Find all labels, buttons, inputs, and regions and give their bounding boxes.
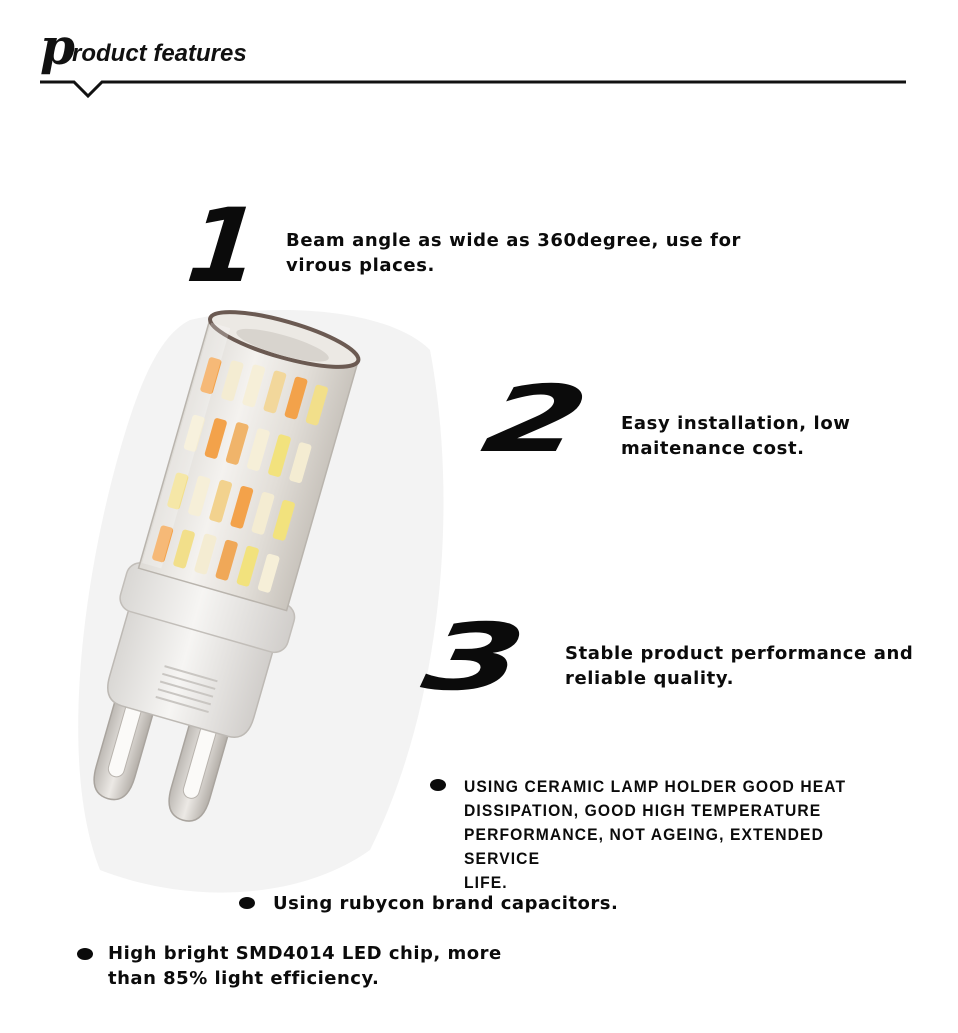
feature-text-2 (621, 411, 921, 461)
feature-text-3-line-2: reliable quality. (565, 668, 735, 689)
header-divider (0, 66, 958, 106)
feature-number-1: 1 (181, 187, 266, 306)
feature-text-1 (286, 228, 756, 278)
feature-text-2-line-2: maitenance cost. (621, 438, 805, 459)
bullet-line: DISSIPATION, GOOD HIGH TEMPERATURE (464, 801, 822, 820)
feature-text-3-line-1: Stable product performance and (565, 643, 914, 664)
feature-number-2: 2 (474, 366, 597, 473)
feature-text-1-line-1: Beam angle as wide as 360degree, use for (286, 230, 742, 251)
feature-text-1-line-2: virous places. (286, 255, 435, 276)
bullet-led-chip (108, 941, 548, 991)
feature-text-3 (565, 641, 945, 691)
bullet-line: than 85% light efficiency. (108, 968, 380, 989)
bullet-line: LIFE. (464, 873, 508, 892)
bullet-dot (77, 948, 93, 960)
bullet-line: PERFORMANCE, NOT AGEING, EXTENDED SERVICE (464, 825, 824, 868)
header-title: roduct features (72, 40, 247, 67)
bullet-line: Using rubycon brand capacitors. (273, 893, 619, 914)
bullet-dot (239, 897, 255, 909)
bullet-ceramic-holder (464, 775, 896, 895)
bullet-dot (430, 779, 446, 791)
header-title-initial: p (40, 17, 75, 76)
feature-number-3: 3 (415, 604, 533, 711)
bullet-line: USING CERAMIC LAMP HOLDER GOOD HEAT (464, 777, 847, 796)
g9-led-bulb-icon (40, 290, 460, 910)
feature-text-2-line-1: Easy installation, low (621, 413, 851, 434)
bullet-capacitors (273, 891, 793, 916)
bullet-line: High bright SMD4014 LED chip, more (108, 943, 502, 964)
